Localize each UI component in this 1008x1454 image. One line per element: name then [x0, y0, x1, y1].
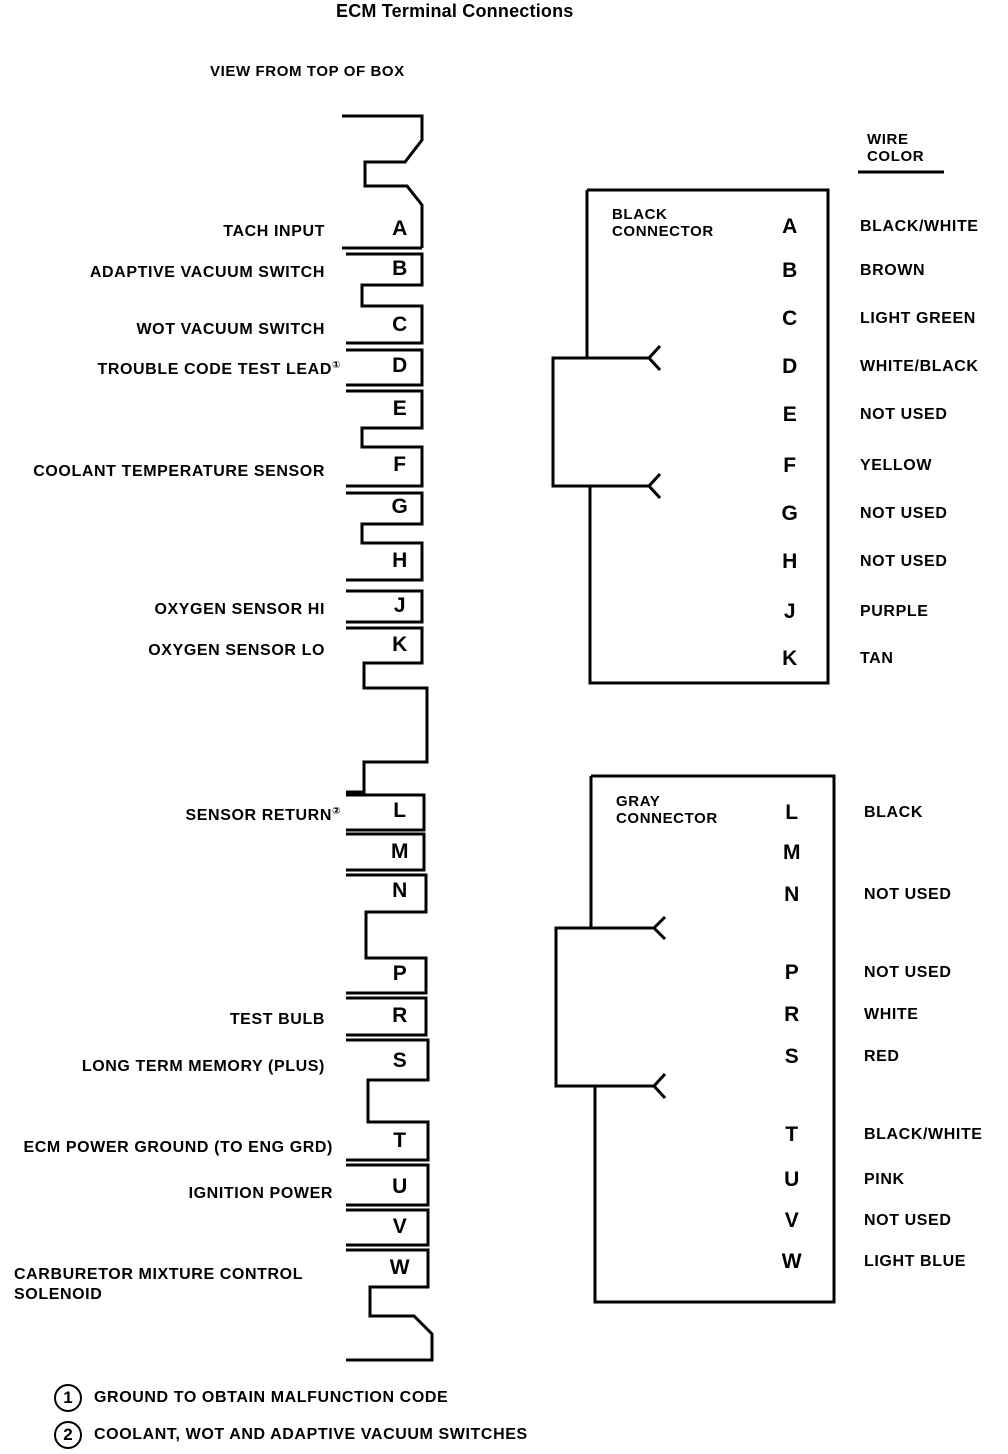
terminal-pin-g: G — [391, 495, 409, 518]
terminal-pin-d: D — [392, 354, 408, 377]
terminal-label-t: ECM POWER GROUND (TO ENG GRD) — [23, 1139, 333, 1156]
terminal-pin-t: T — [393, 1129, 407, 1152]
footnote-number-2: 2 — [54, 1421, 82, 1449]
black-pin-f: F — [783, 454, 797, 477]
wire-color-l: BLACK — [864, 804, 923, 821]
terminal-pin-a: A — [392, 217, 408, 240]
wire-color-u: PINK — [864, 1171, 905, 1188]
black-pin-a: A — [782, 215, 798, 238]
diagram-title: ECM Terminal Connections — [336, 1, 574, 21]
terminal-label-l: SENSOR RETURN — [185, 807, 332, 824]
wire-color-b: BROWN — [860, 262, 926, 279]
gray-pin-r: R — [784, 1003, 800, 1026]
black-pin-b: B — [782, 259, 798, 282]
terminal-pin-u: U — [392, 1175, 408, 1198]
black-pin-h: H — [782, 550, 798, 573]
terminal-pin-e: E — [392, 397, 408, 420]
wire-color-k: TAN — [860, 650, 894, 667]
terminal-label-f: COOLANT TEMPERATURE SENSOR — [33, 463, 325, 480]
wire-color-w: LIGHT BLUE — [864, 1253, 966, 1270]
wire-color-s: RED — [864, 1048, 900, 1065]
terminal-label-c: WOT VACUUM SWITCH — [136, 321, 325, 338]
terminal-pin-r: R — [392, 1004, 408, 1027]
wire-color-c: LIGHT GREEN — [860, 310, 976, 327]
wire-color-p: NOT USED — [864, 964, 952, 981]
footnote-text-2: COOLANT, WOT AND ADAPTIVE VACUUM SWITCHES — [94, 1426, 528, 1443]
wire-color-a: BLACK/WHITE — [860, 218, 979, 235]
terminal-label-s: LONG TERM MEMORY (PLUS) — [81, 1058, 325, 1075]
wire-color-r: WHITE — [864, 1006, 919, 1023]
jumper-gray — [556, 917, 665, 1098]
terminal-pin-v: V — [392, 1215, 408, 1238]
terminal-pin-k: K — [392, 633, 408, 656]
view-label: VIEW FROM TOP OF BOX — [210, 63, 405, 80]
black-pin-c: C — [782, 307, 798, 330]
terminal-label-j: OXYGEN SENSOR HI — [154, 601, 325, 618]
terminal-pin-b: B — [392, 257, 408, 280]
gray-pin-n: N — [784, 883, 800, 906]
gray-pin-w: W — [781, 1250, 803, 1273]
terminal-pin-l: L — [393, 799, 407, 822]
terminal-pin-c: C — [392, 313, 408, 336]
terminal-pin-j: J — [393, 594, 407, 617]
terminal-pin-w: W — [389, 1256, 411, 1279]
wire-color-j: PURPLE — [860, 603, 929, 620]
wire-color-v: NOT USED — [864, 1212, 952, 1229]
jumper-d-f — [553, 346, 660, 498]
terminal-pin-p: P — [392, 962, 408, 985]
wire-color-header: WIRE COLOR — [867, 131, 925, 166]
gray-pin-u: U — [784, 1168, 800, 1191]
gray-pin-p: P — [784, 961, 800, 984]
note-marker: ① — [332, 360, 341, 371]
gray-pin-t: T — [785, 1123, 799, 1146]
black-pin-j: J — [783, 600, 797, 623]
black-pin-g: G — [781, 502, 799, 525]
gray-pin-s: S — [784, 1045, 800, 1068]
black-pin-k: K — [782, 647, 798, 670]
black-connector-name: BLACK CONNECTOR — [612, 206, 714, 241]
terminal-pin-m: M — [390, 840, 410, 863]
terminal-label-w: CARBURETOR MIXTURE CONTROL SOLENOID — [14, 1266, 304, 1303]
wire-color-t: BLACK/WHITE — [864, 1126, 983, 1143]
terminal-pin-h: H — [392, 549, 408, 572]
gray-connector-name: GRAY CONNECTOR — [616, 793, 718, 828]
black-pin-d: D — [782, 355, 798, 378]
wire-color-d: WHITE/BLACK — [860, 358, 979, 375]
note-marker: ② — [332, 806, 341, 817]
terminal-pin-n: N — [392, 879, 408, 902]
terminal-label-u: IGNITION POWER — [188, 1185, 333, 1202]
gray-pin-l: L — [785, 801, 799, 824]
footnote-text-1: GROUND TO OBTAIN MALFUNCTION CODE — [94, 1389, 449, 1406]
terminal-label-d: TROUBLE CODE TEST LEAD — [97, 361, 332, 378]
terminal-pin-s: S — [392, 1049, 408, 1072]
terminal-pin-f: F — [393, 453, 407, 476]
terminal-label-r: TEST BULB — [229, 1011, 325, 1028]
terminal-label-k: OXYGEN SENSOR LO — [148, 642, 325, 659]
wire-color-n: NOT USED — [864, 886, 952, 903]
black-pin-e: E — [782, 403, 798, 426]
terminal-label-b: ADAPTIVE VACUUM SWITCH — [89, 264, 325, 281]
footnote-number-1: 1 — [54, 1384, 82, 1412]
wire-color-f: YELLOW — [860, 457, 933, 474]
wire-color-g: NOT USED — [860, 505, 948, 522]
wire-color-h: NOT USED — [860, 553, 948, 570]
gray-pin-m: M — [782, 841, 802, 864]
wire-color-e: NOT USED — [860, 406, 948, 423]
gray-pin-v: V — [784, 1209, 800, 1232]
terminal-label-a: TACH INPUT — [223, 223, 325, 240]
